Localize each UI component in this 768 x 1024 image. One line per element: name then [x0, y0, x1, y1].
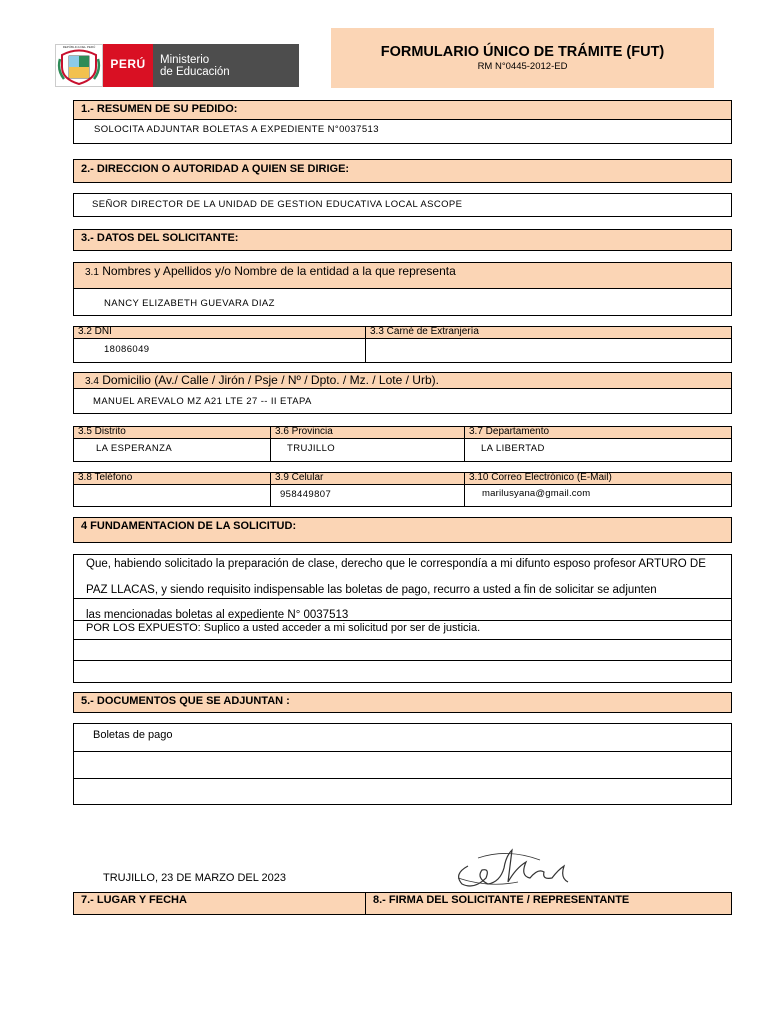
section-3-header: 3.- DATOS DEL SOLICITANTE:: [73, 229, 732, 251]
names-box: [73, 262, 732, 316]
dni-carne-box: [73, 326, 732, 363]
contact-box: [73, 472, 732, 507]
section-5-header: 5.- DOCUMENTOS QUE SE ADJUNTAN :: [73, 692, 732, 713]
mobile-value[interactable]: 958449807: [280, 489, 332, 500]
address-box: [73, 372, 732, 414]
footer-row: [73, 892, 732, 915]
names-label-row: [74, 263, 731, 288]
seal-text: REPÚBLICA DEL PERÚ: [62, 45, 96, 49]
contact-label-row: [74, 473, 731, 484]
section-1-box: [73, 100, 732, 144]
address-label: Domicilio (Av./ Calle / Jirón / Psje / Nº / Dpto. / Mz. / Lote / Urb).: [102, 373, 439, 387]
address-num: 3.4: [85, 376, 99, 387]
form-title-box: [331, 28, 714, 88]
peru-coat-of-arms-icon: [55, 44, 103, 87]
phone-label: 3.8 Teléfono: [78, 472, 133, 483]
justification-line-1[interactable]: Que, habiendo solicitado la preparación de clase, derecho que le correspondía a mi difunto esposo profesor ARTURO DE: [86, 558, 706, 570]
justification-line-2[interactable]: PAZ LLACAS, y siendo requisito indispensable las boletas de pago, recurro a usted a fin de solicitar se adjunten: [86, 584, 657, 596]
province-value[interactable]: TRUJILLO: [287, 443, 336, 454]
ministry-logo: [55, 44, 299, 87]
address-value[interactable]: MANUEL AREVALO MZ A21 LTE 27 -- II ETAPA: [93, 396, 312, 407]
district-value[interactable]: LA ESPERANZA: [96, 443, 173, 454]
email-label: 3.10 Correo Electrónico (E-Mail): [469, 472, 612, 483]
location-box: [73, 426, 732, 462]
department-value[interactable]: LA LIBERTAD: [481, 443, 545, 454]
department-label: 3.7 Departamento: [469, 426, 550, 437]
dni-label: 3.2 DNI: [78, 326, 112, 337]
names-num: 3.1: [85, 267, 99, 278]
request-summary-value[interactable]: SOLOCITA ADJUNTAR BOLETAS A EXPEDIENTE N°0037513: [94, 124, 379, 135]
justification-box: [73, 554, 732, 683]
province-label: 3.6 Provincia: [275, 426, 333, 437]
justification-line-4[interactable]: POR LOS EXPUESTO: Suplico a usted acceder a mi solicitud por ser de justicia.: [86, 622, 481, 634]
ministry-line2: de Educación: [160, 66, 230, 78]
location-label-row: [74, 427, 731, 438]
address-label-row: [74, 373, 731, 388]
mobile-label: 3.9 Celular: [275, 472, 324, 483]
authority-value[interactable]: SEÑOR DIRECTOR DE LA UNIDAD DE GESTION EDUCATIVA LOCAL ASCOPE: [92, 199, 463, 210]
section-4-header: 4 FUNDAMENTACION DE LA SOLICITUD:: [73, 517, 732, 543]
section-1-header: 1.- RESUMEN DE SU PEDIDO:: [74, 101, 731, 119]
names-value[interactable]: NANCY ELIZABETH GUEVARA DIAZ: [104, 298, 275, 309]
peru-label: PERÚ: [110, 57, 146, 71]
signature-icon: [448, 838, 572, 894]
ministry-line1: Ministerio: [160, 54, 210, 66]
justification-line-3[interactable]: las mencionadas boletas al expediente N° 0037513: [86, 609, 349, 620]
documents-value[interactable]: Boletas de pago: [93, 729, 173, 741]
place-date-value[interactable]: TRUJILLO, 23 DE MARZO DEL 2023: [103, 872, 286, 884]
form-rm-number: RM N°0445-2012-ED: [477, 61, 568, 72]
documents-box: [73, 723, 732, 805]
dni-value[interactable]: 18086049: [104, 344, 150, 355]
carne-label: 3.3 Carné de Extranjería: [370, 326, 479, 337]
signature-label: 8.- FIRMA DEL SOLICITANTE / REPRESENTANTE: [373, 894, 630, 906]
ministry-block: [153, 44, 299, 87]
names-label: Nombres y Apellidos y/o Nombre de la entidad a la que representa: [102, 264, 456, 278]
district-label: 3.5 Distrito: [78, 426, 126, 437]
place-date-label: 7.- LUGAR Y FECHA: [81, 894, 187, 906]
section-2-header: 2.- DIRECCION O AUTORIDAD A QUIEN SE DIRIGE:: [73, 159, 732, 183]
peru-red-block: [103, 44, 153, 87]
email-value[interactable]: marilusyana@gmail.com: [482, 488, 591, 499]
form-title: FORMULARIO ÚNICO DE TRÁMITE (FUT): [380, 44, 665, 60]
authority-box: [73, 193, 732, 217]
